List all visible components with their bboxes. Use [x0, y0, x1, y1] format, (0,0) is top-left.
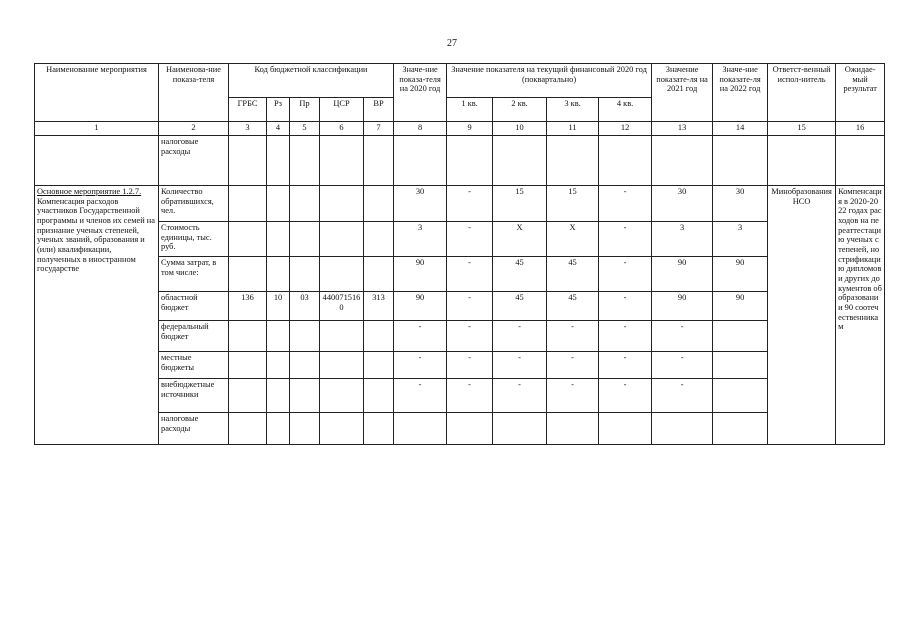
value-2020-cell: 90	[394, 257, 447, 292]
q4-cell	[599, 413, 652, 445]
empty-cell	[768, 136, 836, 186]
q3-cell: -	[547, 321, 599, 352]
value-2021-cell: -	[652, 321, 713, 352]
header-budget-code: Код бюджетной классификации	[229, 64, 394, 98]
column-number: 1	[35, 122, 159, 136]
header-value-2022: Значе-ние показате-ля на 2022 год	[713, 64, 768, 122]
header-value-2021: Значение показате-ля на 2021 год	[652, 64, 713, 122]
empty-cell	[267, 136, 290, 186]
event-title: Основное мероприятие 1.2.7.	[37, 187, 142, 196]
q4-cell: -	[599, 379, 652, 413]
column-number: 13	[652, 122, 713, 136]
value-2022-cell: 90	[713, 257, 768, 292]
empty-cell	[320, 136, 364, 186]
q3-cell: 15	[547, 186, 599, 222]
value-2021-cell: -	[652, 379, 713, 413]
value-2021-cell: 30	[652, 186, 713, 222]
q1-cell: -	[447, 257, 493, 292]
grbs-cell	[229, 222, 267, 257]
indicator-cell: Сумма затрат, в том числе:	[159, 257, 229, 292]
header-rz: Рз	[267, 98, 290, 122]
header-q2: 2 кв.	[493, 98, 547, 122]
pr-cell	[290, 222, 320, 257]
vr-cell: 313	[364, 292, 394, 321]
q3-cell: -	[547, 379, 599, 413]
table-row	[35, 292, 885, 321]
vr-cell	[364, 352, 394, 379]
csr-cell	[320, 413, 364, 445]
value-2022-cell	[713, 413, 768, 445]
column-number: 12	[599, 122, 652, 136]
value-2020-cell: -	[394, 321, 447, 352]
q1-cell: -	[447, 321, 493, 352]
rz-cell	[267, 222, 290, 257]
q2-cell: -	[493, 352, 547, 379]
csr-cell	[320, 352, 364, 379]
csr-cell	[320, 222, 364, 257]
grbs-cell	[229, 352, 267, 379]
table-row	[35, 413, 885, 445]
indicator-cell: местные бюджеты	[159, 352, 229, 379]
grbs-cell	[229, 186, 267, 222]
q1-cell	[447, 413, 493, 445]
grbs-cell	[229, 257, 267, 292]
value-2022-cell: 30	[713, 186, 768, 222]
empty-cell	[547, 136, 599, 186]
header-pr: Пр	[290, 98, 320, 122]
pr-cell	[290, 379, 320, 413]
empty-cell	[652, 136, 713, 186]
q3-cell: 45	[547, 292, 599, 321]
indicator-cell: федеральный бюджет	[159, 321, 229, 352]
indicator-cell: Количество обратившихся, чел.	[159, 186, 229, 222]
empty-cell	[290, 136, 320, 186]
q2-cell: -	[493, 379, 547, 413]
value-2020-cell: -	[394, 379, 447, 413]
table-row	[35, 257, 885, 292]
header-current-year-value: Значение показателя на текущий финансовый 2020 год (поквартально)	[447, 64, 652, 98]
rz-cell	[267, 321, 290, 352]
rz-cell	[267, 352, 290, 379]
header-value-2020: Значе-ние показа-теля на 2020 год	[394, 64, 447, 122]
value-2020-cell	[394, 413, 447, 445]
value-2021-cell: -	[652, 352, 713, 379]
table-row	[35, 321, 885, 352]
empty-cell	[364, 136, 394, 186]
column-number: 4	[267, 122, 290, 136]
column-number-row	[35, 122, 885, 136]
value-2021-cell	[652, 413, 713, 445]
value-2022-cell: 90	[713, 292, 768, 321]
csr-cell: 4400715160	[320, 292, 364, 321]
column-number: 14	[713, 122, 768, 136]
vr-cell	[364, 186, 394, 222]
empty-cell	[713, 136, 768, 186]
rz-cell	[267, 186, 290, 222]
value-2022-cell	[713, 321, 768, 352]
budget-table	[34, 63, 885, 445]
vr-cell	[364, 379, 394, 413]
table-row	[35, 379, 885, 413]
vr-cell	[364, 257, 394, 292]
q1-cell: -	[447, 186, 493, 222]
q2-cell: -	[493, 321, 547, 352]
empty-cell	[35, 136, 159, 186]
pr-cell	[290, 257, 320, 292]
q2-cell	[493, 413, 547, 445]
indicator-cell: областной бюджет	[159, 292, 229, 321]
q4-cell: -	[599, 186, 652, 222]
indicator-cell: налоговые расходы	[159, 413, 229, 445]
header-grbs: ГРБС	[229, 98, 267, 122]
empty-cell	[836, 136, 885, 186]
grbs-cell	[229, 413, 267, 445]
pr-cell	[290, 413, 320, 445]
pr-cell	[290, 352, 320, 379]
column-number: 5	[290, 122, 320, 136]
indicator-cell: налоговые расходы	[159, 136, 229, 186]
header-q1: 1 кв.	[447, 98, 493, 122]
column-number: 6	[320, 122, 364, 136]
q2-cell: 15	[493, 186, 547, 222]
q1-cell: -	[447, 292, 493, 321]
header-q3: 3 кв.	[547, 98, 599, 122]
table-row	[35, 222, 885, 257]
header-csr: ЦСР	[320, 98, 364, 122]
q4-cell: -	[599, 352, 652, 379]
event-name-cell	[35, 186, 159, 445]
responsible-cell: Минобразования НСО	[768, 186, 836, 445]
q4-cell: -	[599, 321, 652, 352]
grbs-cell	[229, 321, 267, 352]
header-q4: 4 кв.	[599, 98, 652, 122]
csr-cell	[320, 379, 364, 413]
column-number: 9	[447, 122, 493, 136]
value-2021-cell: 90	[652, 257, 713, 292]
vr-cell	[364, 413, 394, 445]
indicator-cell: внебюджетные источники	[159, 379, 229, 413]
rz-cell	[267, 257, 290, 292]
grbs-cell	[229, 379, 267, 413]
q4-cell: -	[599, 292, 652, 321]
header-event-name: Наименование мероприятия	[35, 64, 159, 122]
event-description: Компенсация расходов участников Государственной программы и членов их семей на признание ученых степеней, ученых званий, образования и (или) квалификации, полученных в иностранном государстве	[37, 196, 156, 274]
q2-cell: 45	[493, 257, 547, 292]
pr-cell	[290, 321, 320, 352]
vr-cell	[364, 321, 394, 352]
column-number: 8	[394, 122, 447, 136]
table-row	[35, 136, 885, 186]
q3-cell	[547, 413, 599, 445]
rz-cell	[267, 413, 290, 445]
q1-cell: -	[447, 352, 493, 379]
page-number: 27	[447, 38, 457, 49]
header-vr: ВР	[364, 98, 394, 122]
column-number: 2	[159, 122, 229, 136]
value-2021-cell: 90	[652, 292, 713, 321]
column-number: 3	[229, 122, 267, 136]
table-row	[35, 186, 885, 222]
q3-cell: X	[547, 222, 599, 257]
value-2022-cell	[713, 379, 768, 413]
grbs-cell: 136	[229, 292, 267, 321]
csr-cell	[320, 321, 364, 352]
column-number: 11	[547, 122, 599, 136]
event-rows	[35, 186, 885, 445]
indicator-cell: Стоимость единицы, тыс. руб.	[159, 222, 229, 257]
header-indicator-name: Наименова-ние показа-теля	[159, 64, 229, 122]
q3-cell: 45	[547, 257, 599, 292]
empty-cell	[394, 136, 447, 186]
column-number: 15	[768, 122, 836, 136]
rz-cell: 10	[267, 292, 290, 321]
csr-cell	[320, 257, 364, 292]
q4-cell: -	[599, 222, 652, 257]
q1-cell: -	[447, 379, 493, 413]
column-number: 10	[493, 122, 547, 136]
pr-cell	[290, 186, 320, 222]
value-2020-cell: 3	[394, 222, 447, 257]
q1-cell: -	[447, 222, 493, 257]
empty-cell	[493, 136, 547, 186]
value-2020-cell: -	[394, 352, 447, 379]
q2-cell: 45	[493, 292, 547, 321]
vr-cell	[364, 222, 394, 257]
empty-cell	[447, 136, 493, 186]
q4-cell: -	[599, 257, 652, 292]
q3-cell: -	[547, 352, 599, 379]
header-result: Ожидае-мый результат	[836, 64, 885, 122]
column-number: 7	[364, 122, 394, 136]
result-cell: Компенсация в 2020-2022 годах расходов на переаттестацию ученых степеней, нострификацию дипломов и других документов об образовании 90 соотечественникам	[836, 186, 885, 445]
column-number: 16	[836, 122, 885, 136]
value-2020-cell: 90	[394, 292, 447, 321]
header-responsible: Ответст-венный испол-нитель	[768, 64, 836, 122]
value-2022-cell: 3	[713, 222, 768, 257]
rz-cell	[267, 379, 290, 413]
value-2020-cell: 30	[394, 186, 447, 222]
empty-cell	[599, 136, 652, 186]
value-2022-cell	[713, 352, 768, 379]
q2-cell: X	[493, 222, 547, 257]
pr-cell: 03	[290, 292, 320, 321]
csr-cell	[320, 186, 364, 222]
empty-cell	[229, 136, 267, 186]
table-row	[35, 352, 885, 379]
value-2021-cell: 3	[652, 222, 713, 257]
